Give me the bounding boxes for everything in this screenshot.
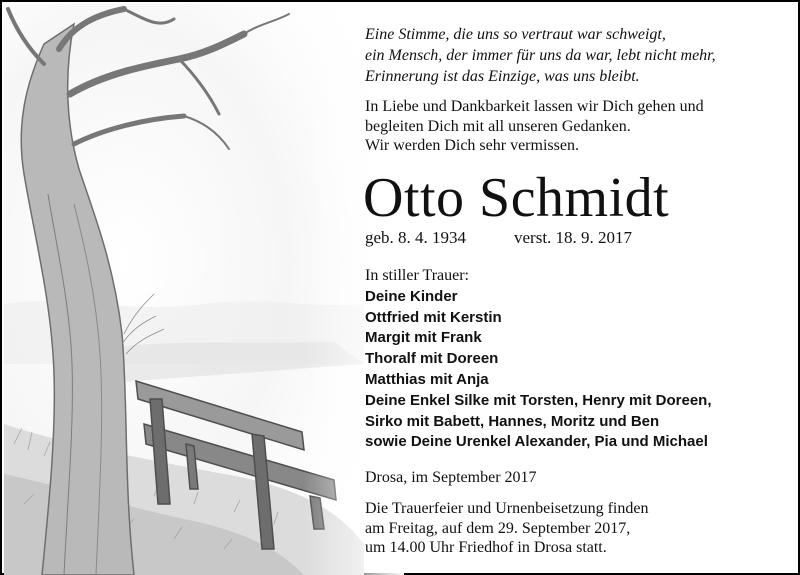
poem-line: Eine Stimme, die uns so vertraut war schweigt, xyxy=(365,26,666,43)
mourners-heading: In stiller Trauer: xyxy=(365,267,469,284)
farewell-line: begleiten Dich mit all unseren Gedanken. xyxy=(365,117,631,135)
mourner-line: Sirko mit Babett, Hannes, Moritz und Ben xyxy=(365,412,660,430)
death-date: verst. 18. 9. 2017 xyxy=(514,228,633,247)
funeral-line: Die Trauerfeier und Urnenbeisetzung finden xyxy=(365,500,649,517)
funeral-info xyxy=(365,499,648,558)
mourner-line: Margit mit Frank xyxy=(365,329,482,347)
mourners-list xyxy=(365,266,712,453)
funeral-line: um 14.00 Uhr Friedhof in Drosa statt. xyxy=(365,539,607,556)
deceased-name: Otto Schmidt xyxy=(363,167,670,229)
mourner-line: Thoralf mit Doreen xyxy=(365,350,499,368)
place-date: Drosa, im September 2017 xyxy=(365,469,537,486)
mourner-line: Deine Enkel Silke mit Torsten, Henry mit Doreen, xyxy=(365,391,712,409)
mourner-line: Matthias mit Anja xyxy=(365,370,489,388)
mourner-line: Deine Kinder xyxy=(365,287,458,305)
poem-line: ein Mensch, der immer für uns da war, lebt nicht mehr, xyxy=(365,47,716,64)
funeral-line: am Freitag, auf dem 29. September 2017, xyxy=(365,519,631,537)
tree-bench-illustration xyxy=(4,4,404,575)
mourner-line: sowie Deine Urenkel Alexander, Pia und Michael xyxy=(365,433,708,451)
farewell-line: Wir werden Dich sehr vermissen. xyxy=(365,137,579,154)
mourner-line: Ottfried mit Kerstin xyxy=(365,308,502,326)
poem-line: Erinnerung ist das Einzige, was uns bleibt. xyxy=(365,68,640,85)
farewell-text xyxy=(365,97,704,156)
birth-date: geb. 8. 4. 1934 xyxy=(365,228,467,247)
farewell-line: In Liebe und Dankbarkeit lassen wir Dich gehen und xyxy=(365,98,704,115)
memorial-poem xyxy=(365,24,716,87)
